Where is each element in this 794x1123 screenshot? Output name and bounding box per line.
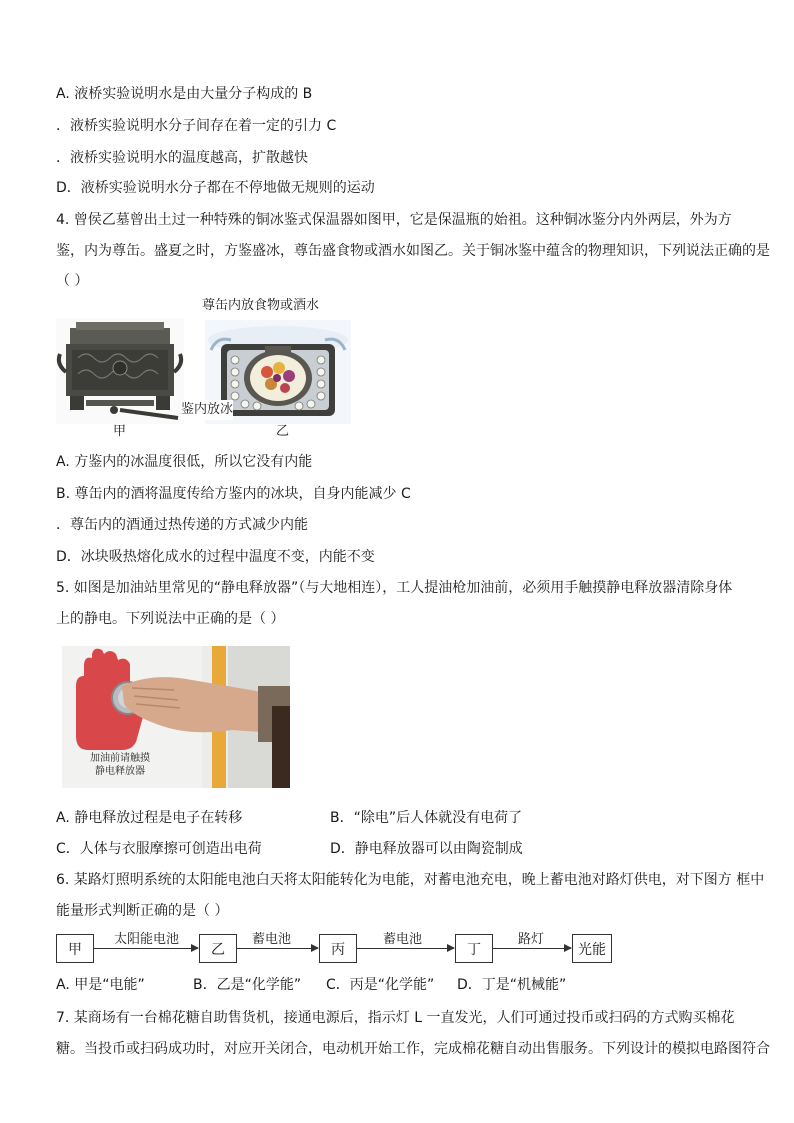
fig-label-food-wine: 尊缶内放食物或酒水 [202,298,320,313]
flow-label-battery-1: 蓄电池 [252,932,292,947]
flow-box-yi: 乙 [199,934,237,963]
q4-stem-line1: 4. 曾侯乙墓曾出土过一种特殊的铜冰鉴式保温器如图甲，它是保温瓶的始祖。这种铜冰鉴分内外两层，外为方 [56,212,732,228]
flow-arrow-2 [237,948,318,949]
q5-option-b: B．“除电”后人体就没有电荷了 [330,810,523,826]
flow-arrow-4 [493,948,571,949]
q6-option-d: D．丁是“机械能” [457,977,567,993]
q6-stem-line1: 6. 某路灯照明系统的太阳能电池白天将太阳能转化为电能，对蓄电池充电，晚上蓄电池对路灯供电，对下图方 框中 [56,872,765,888]
q3-option-c: ．液桥实验说明水的温度越高，扩散越快 [56,150,308,166]
sign-text-line2: 静电释放器 [95,766,145,777]
flow-arrow-3 [357,948,454,949]
q5-stem-line1: 5. 如图是加油站里常见的“静电释放器”（与大地相连），工人提油枪加油前，必须用手触摸静电释放器清除身体 [56,580,733,596]
flow-box-jia: 甲 [56,934,94,963]
q5-option-a: A. 静电释放过程是电子在转移 [56,810,243,826]
q6-stem-line2: 能量形式判断正确的是（ ） [56,903,229,919]
flow-label-battery-2: 蓄电池 [383,932,423,947]
flow-box-light-energy: 光能 [572,934,612,963]
fig-label-ice: 鉴内放冰 [181,400,233,420]
q4-option-a: A. 方鉴内的冰温度很低，所以它没有内能 [56,454,313,470]
flow-box-bing: 丙 [319,934,357,963]
flow-arrow-1 [94,948,198,949]
sign-text-line1: 加油前请触摸 [90,753,150,764]
figure-caption-jia: 甲 [113,424,127,439]
q4-stem-line2: 鉴，内为尊缶。盛夏之时，方鉴盛冰，尊缶盛食物或酒水如图乙。关于铜冰鉴中蕴含的物理知识，下列说法正确的是 [56,243,770,259]
q6-option-c: C．丙是“化学能” [326,977,435,993]
figure-caption-yi: 乙 [276,424,290,439]
bronze-ice-vessel-image [56,318,184,424]
q4-option-d: D．冰块吸热熔化成水的过程中温度不变，内能不变 [56,549,375,565]
q4-stem-line3: （ ） [56,273,89,289]
q5-option-d: D．静电释放器可以由陶瓷制成 [330,841,523,857]
q3-option-b: ．液桥实验说明水分子间存在着一定的引力 C [56,118,337,134]
q6-option-b: B．乙是“化学能” [193,977,302,993]
flow-label-solar-cell: 太阳能电池 [114,932,180,947]
q4-option-b: B. 尊缶内的酒将温度传给方鉴内的冰块，自身内能减少 C [56,486,411,502]
q3-option-a: A. 液桥实验说明水是由大量分子构成的 B [56,86,313,102]
flow-label-streetlight: 路灯 [518,932,545,947]
q3-option-d: D．液桥实验说明水分子都在不停地做无规则的运动 [56,180,375,196]
q7-stem-line1: 7. 某商场有一台棉花糖自助售货机，接通电源后，指示灯 L 一直发光，人们可通过投币或扫码的方式购买棉花 [56,1010,735,1026]
static-discharger-photo [62,646,290,788]
q5-option-c: C．人体与衣服摩擦可创造出电荷 [56,841,262,857]
q7-stem-line2: 糖。当投币或扫码成功时，对应开关闭合，电动机开始工作，完成棉花糖自动出售服务。下列设计的模拟电路图符合 [56,1041,770,1057]
q4-option-c: ．尊缶内的酒通过热传递的方式减少内能 [56,517,308,533]
flow-box-ding: 丁 [455,934,493,963]
q5-stem-line2: 上的静电。下列说法中正确的是（ ） [56,611,285,627]
q6-option-a: A. 甲是“电能” [56,977,145,993]
